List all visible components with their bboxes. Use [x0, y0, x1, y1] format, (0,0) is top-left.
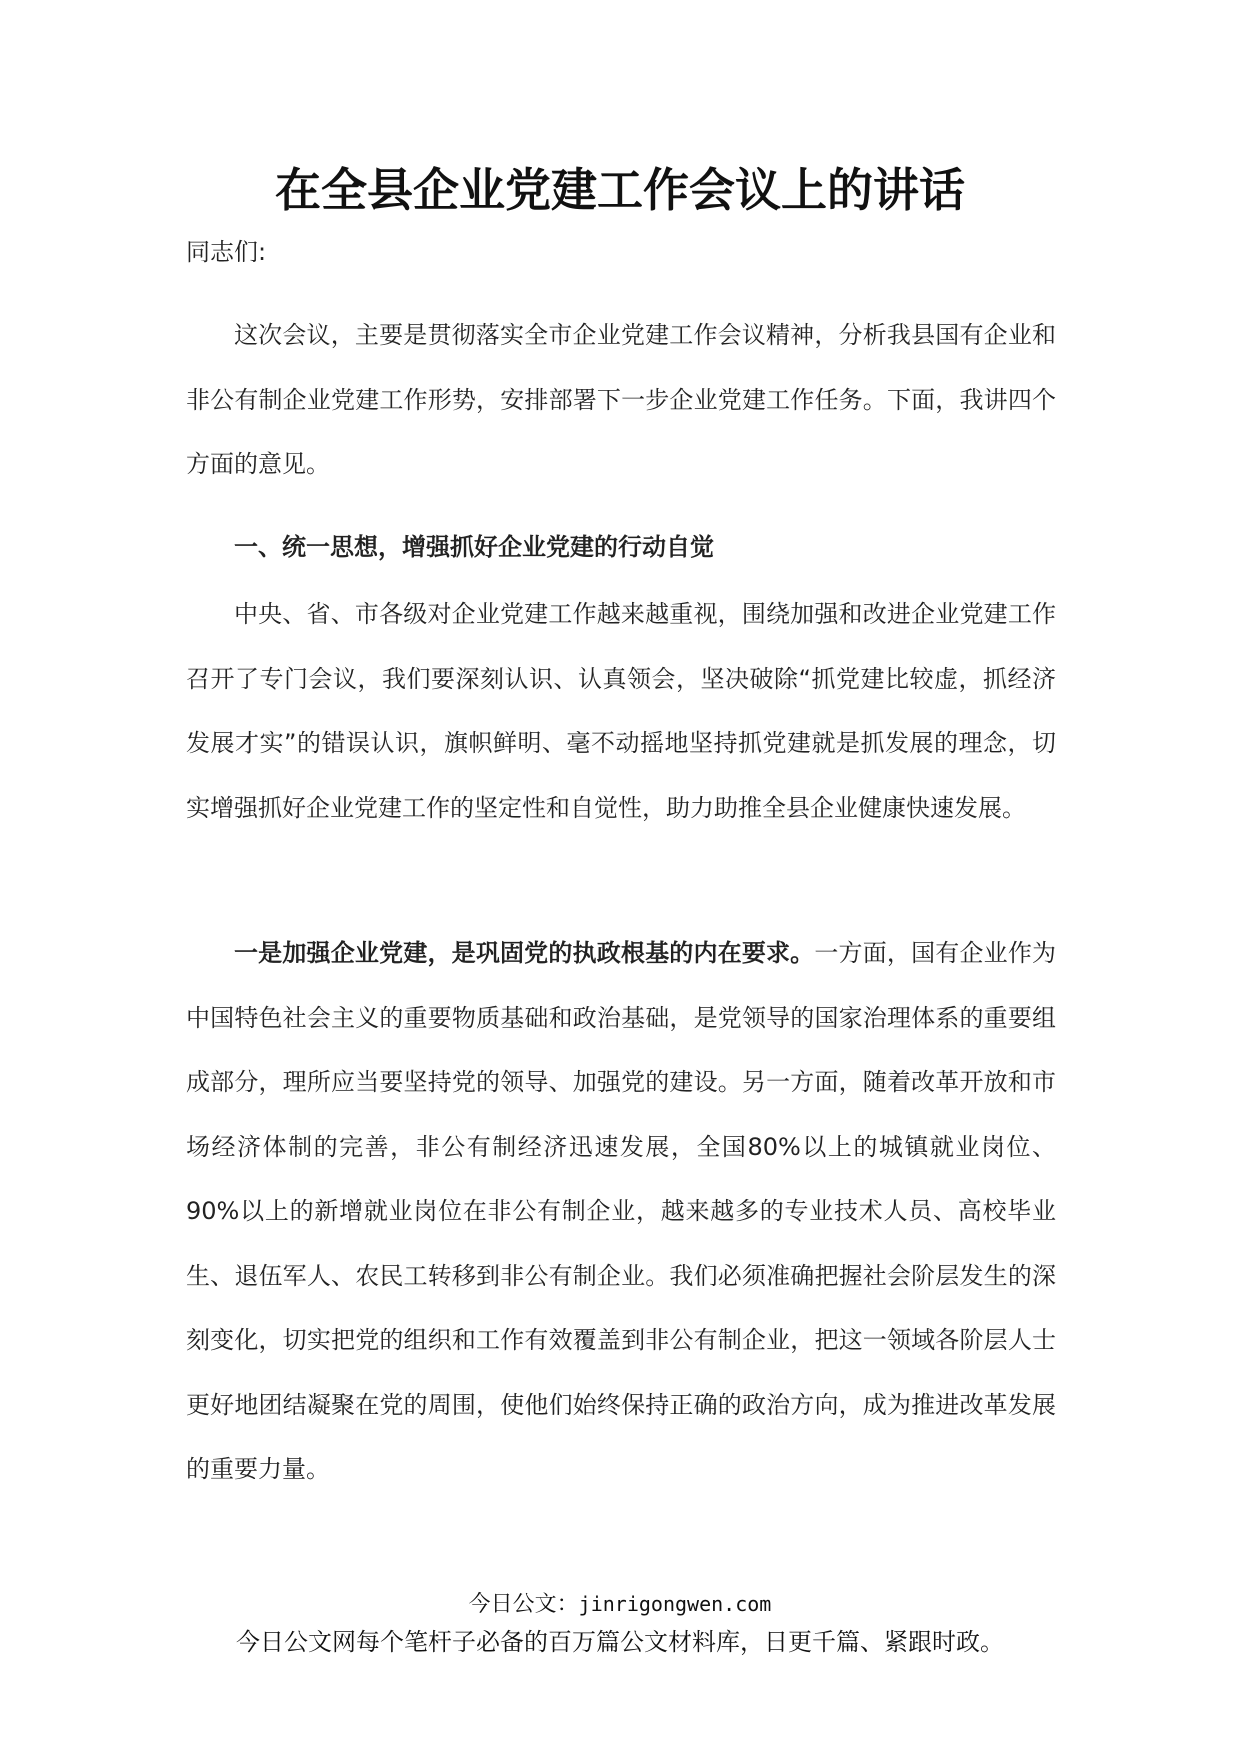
- paragraph-section-1: 中央、省、市各级对企业党建工作越来越重视，围绕加强和改进企业党建工作召开了专门会议，我们要深刻认识、认真领会，坚决破除“抓党建比较虚，抓经济发展才实”的错误认识，旗帜鲜明、毫不动摇地坚持抓党建就是抓发展的理念，切实增强抓好企业党建工作的坚定性和自觉性，助力助推全县企业健康快速发展。: [186, 600, 1056, 822]
- footer-site-label: 今日公文：: [468, 1592, 579, 1617]
- footer-tagline: 今日公文网每个笔杆子必备的百万篇公文材料库，日更千篇、紧跟时政。: [236, 1628, 1004, 1656]
- salutation: 同志们:: [186, 238, 267, 266]
- paragraph-point-1-lead: 一是加强企业党建，是巩固党的执政根基的内在要求。: [234, 939, 815, 967]
- paragraph-point-1: [186, 921, 1056, 1502]
- footer-site-line: [0, 1587, 1240, 1622]
- document-title: 在全县企业党建工作会议上的讲话: [275, 163, 965, 217]
- paragraph-point-1-body: 一方面，国有企业作为中国特色社会主义的重要物质基础和政治基础，是党领导的国家治理体系的重要组成部分，理所应当要坚持党的领导、加强党的建设。另一方面，随着改革开放和市场经济体制的完善，非公有制经济迅速发展，全国80%以上的城镇就业岗位、90%以上的新增就业岗位在非公有制企业，越来越多的专业技术人员、高校毕业生、退伍军人、农民工转移到非公有制企业。我们必须准确把握社会阶层发生的深刻变化，切实把党的组织和工作有效覆盖到非公有制企业，把这一领域各阶层人士更好地团结凝聚在党的周围，使他们始终保持正确的政治方向，成为推进改革发展的重要力量。: [186, 939, 1057, 1483]
- section-heading-1: 一、统一思想，增强抓好企业党建的行动自觉: [234, 533, 714, 561]
- footer-site-url[interactable]: jinrigongwen.com: [578, 1592, 772, 1616]
- paragraph-intro: 这次会议，主要是贯彻落实全市企业党建工作会议精神，分析我县国有企业和非公有制企业党建工作形势，安排部署下一步企业党建工作任务。下面，我讲四个方面的意见。: [186, 321, 1056, 478]
